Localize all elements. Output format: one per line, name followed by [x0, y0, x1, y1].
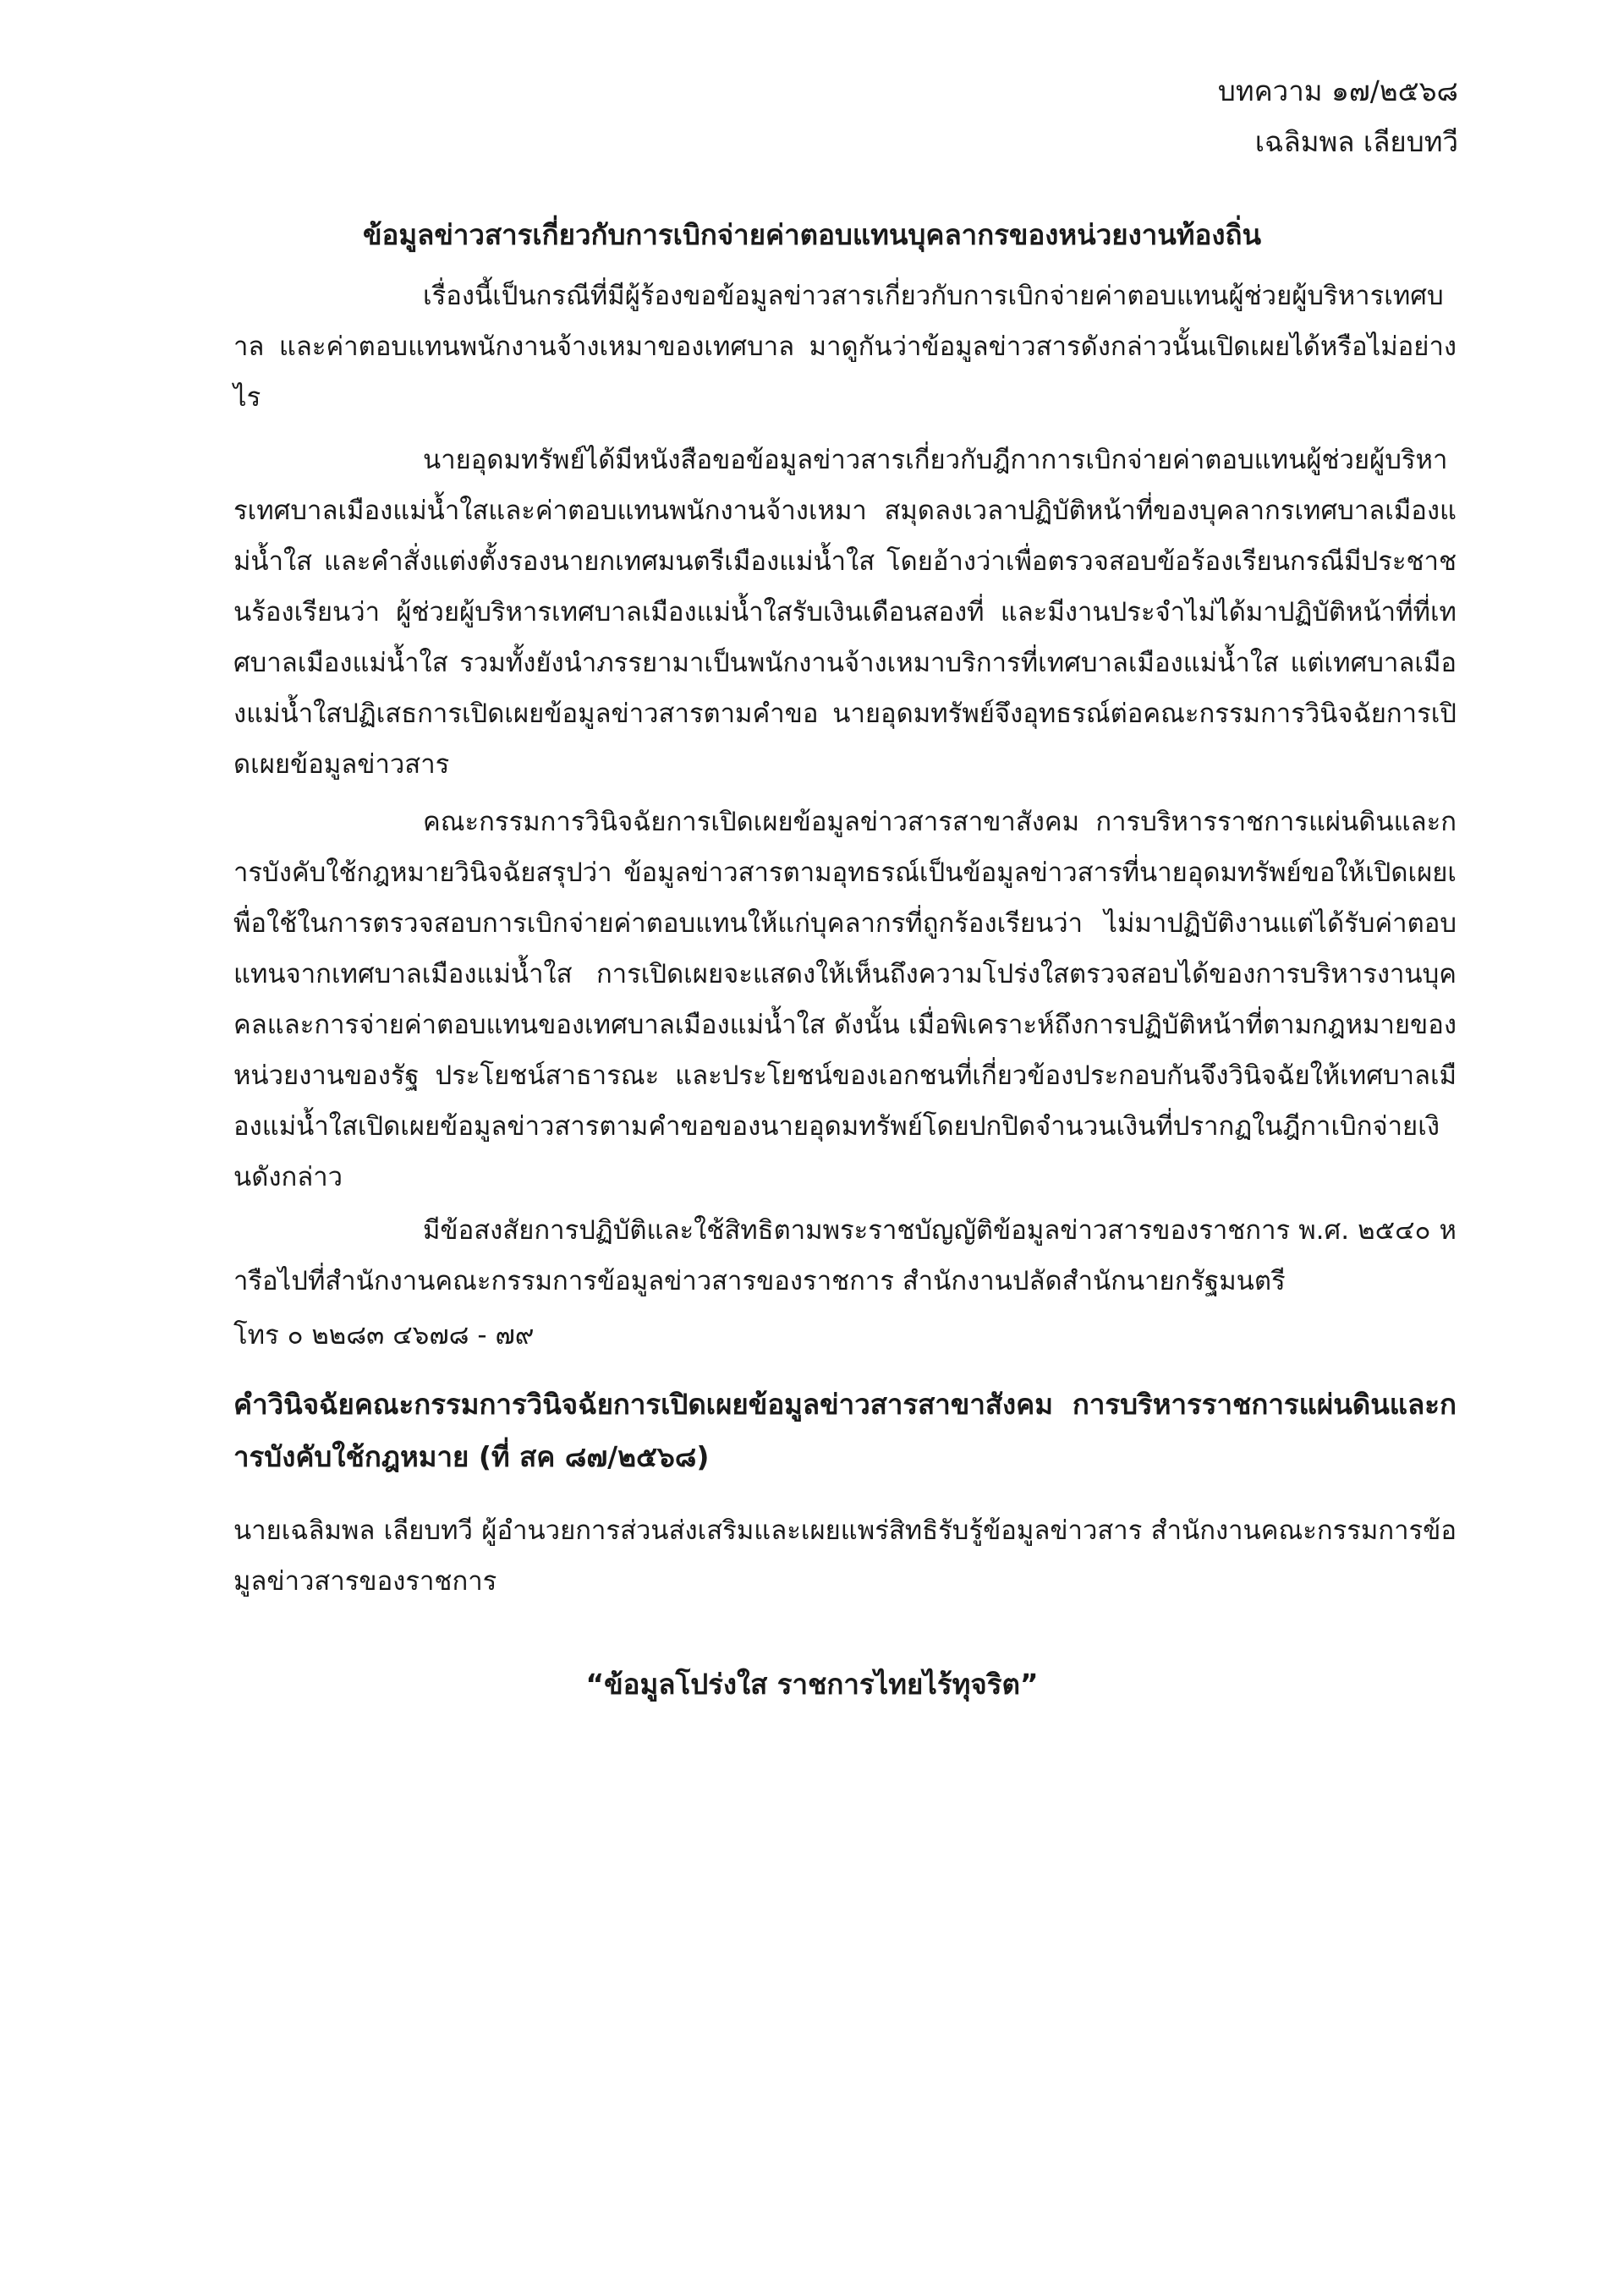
paragraph-intro: เรื่องนี้เป็นกรณีที่มีผู้ร้องขอข้อมูลข่าวสารเกี่ยวกับการเบิกจ่ายค่าตอบแทนผู้ช่วยผู้บริหารเทศบาล และค่าตอบแทนพนักงานจ้างเหมาของเทศบาล มาดูกันว่าข้อมูลข่าวสารดังกล่าวนั้นเปิดเผยได้หรือไม่อย่างไร	[233, 281, 1457, 413]
paragraph-contact	[233, 1205, 1457, 1361]
article-header	[1218, 66, 1458, 167]
document-title: ข้อมูลข่าวสารเกี่ยวกับการเบิกจ่ายค่าตอบแทนบุคลากรของหน่วยงานท้องถิ่น	[362, 218, 1262, 251]
paragraph-ruling-summary: คณะกรรมการวินิจฉัยการเปิดเผยข้อมูลข่าวสารสาขาสังคม การบริหารราชการแผ่นดินและการบังคับใช้กฎหมายวินิจฉัยสรุปว่า ข้อมูลข่าวสารตามอุทธรณ์เป็นข้อมูลข่าวสารที่นายอุดมทรัพย์ขอให้เปิดเผยเพื่อใช้ในการตรวจสอบการเบิกจ่ายค่าตอบแทนให้แก่บุคลากรที่ถูกร้องเรียนว่า ไม่มาปฏิบัติงานแต่ได้รับค่าตอบแทนจากเทศบาลเมืองแม่น้ำใส การเปิดเผยจะแสดงให้เห็นถึงความโปร่งใสตรวจสอบได้ของการบริหารงานบุคคลและการจ่ายค่าตอบแทนของเทศบาลเมืองแม่น้ำใส ดังนั้น เมื่อพิเคราะห์ถึงการปฏิบัติหน้าที่ตามกฎหมายของหน่วยงานของรัฐ ประโยชน์สาธารณะ และประโยชน์ของเอกชนที่เกี่ยวข้องประกอบกันจึงวินิจฉัยให้เทศบาลเมืองแม่น้ำใสเปิดเผยข้อมูลข่าวสารตามคำขอของนายอุดมทรัพย์โดยปกปิดจำนวนเงินที่ปรากฏในฎีกาเบิกจ่ายเงินดังกล่าว	[233, 807, 1457, 1192]
slogan: “ข้อมูลโปร่งใส ราชการไทยไร้ทุจริต”	[585, 1668, 1039, 1701]
ruling-reference: คำวินิจฉัยคณะกรรมการวินิจฉัยการเปิดเผยข้อมูลข่าวสารสาขาสังคม การบริหารราชการแผ่นดินและการบังคับใช้กฎหมาย (ที่ สค ๘๗/๒๕๖๘)	[233, 1388, 1457, 1473]
contact-text: มีข้อสงสัยการปฏิบัติและใช้สิทธิตามพระราชบัญญัติข้อมูลข่าวสารของราชการ พ.ศ. ๒๕๔๐ หารือไปที่สำนักงานคณะกรรมการข้อมูลข่าวสารของราชการ สำนักงานปลัดสำนักนายกรัฐมนตรี	[233, 1215, 1457, 1296]
article-number: บทความ ๑๗/๒๕๖๘	[1217, 74, 1458, 107]
contact-phone: โทร ๐ ๒๒๘๓ ๔๖๗๘ - ๗๙	[233, 1320, 535, 1351]
paragraph-request: นายอุดมทรัพย์ได้มีหนังสือขอข้อมูลข่าวสารเกี่ยวกับฎีกาการเบิกจ่ายค่าตอบแทนผู้ช่วยผู้บริหารเทศบาลเมืองแม่น้ำใสและค่าตอบแทนพนักงานจ้างเหมา สมุดลงเวลาปฏิบัติหน้าที่ของบุคลากรเทศบาลเมืองแม่น้ำใส และคำสั่งแต่งตั้งรองนายกเทศมนตรีเมืองแม่น้ำใส โดยอ้างว่าเพื่อตรวจสอบข้อร้องเรียนกรณีมีประชาชนร้องเรียนว่า ผู้ช่วยผู้บริหารเทศบาลเมืองแม่น้ำใสรับเงินเดือนสองที่ และมีงานประจำไม่ได้มาปฏิบัติหน้าที่ที่เทศบาลเมืองแม่น้ำใส รวมทั้งยังนำภรรยามาเป็นพนักงานจ้างเหมาบริการที่เทศบาลเมืองแม่น้ำใส แต่เทศบาลเมืองแม่น้ำใสปฏิเสธการเปิดเผยข้อมูลข่าวสารตามคำขอ นายอุดมทรัพย์จึงอุทธรณ์ต่อคณะกรรมการวินิจฉัยการเปิดเผยข้อมูลข่าวสาร	[233, 445, 1457, 780]
author-line: นายเฉลิมพล เลียบทวี ผู้อำนวยการส่วนส่งเสริมและเผยแพร่สิทธิรับรู้ข้อมูลข่าวสาร สำนักงานคณะกรรมการข้อมูลข่าวสารของราชการ	[233, 1515, 1457, 1597]
author-name: เฉลิมพล เลียบทวี	[1254, 125, 1458, 158]
